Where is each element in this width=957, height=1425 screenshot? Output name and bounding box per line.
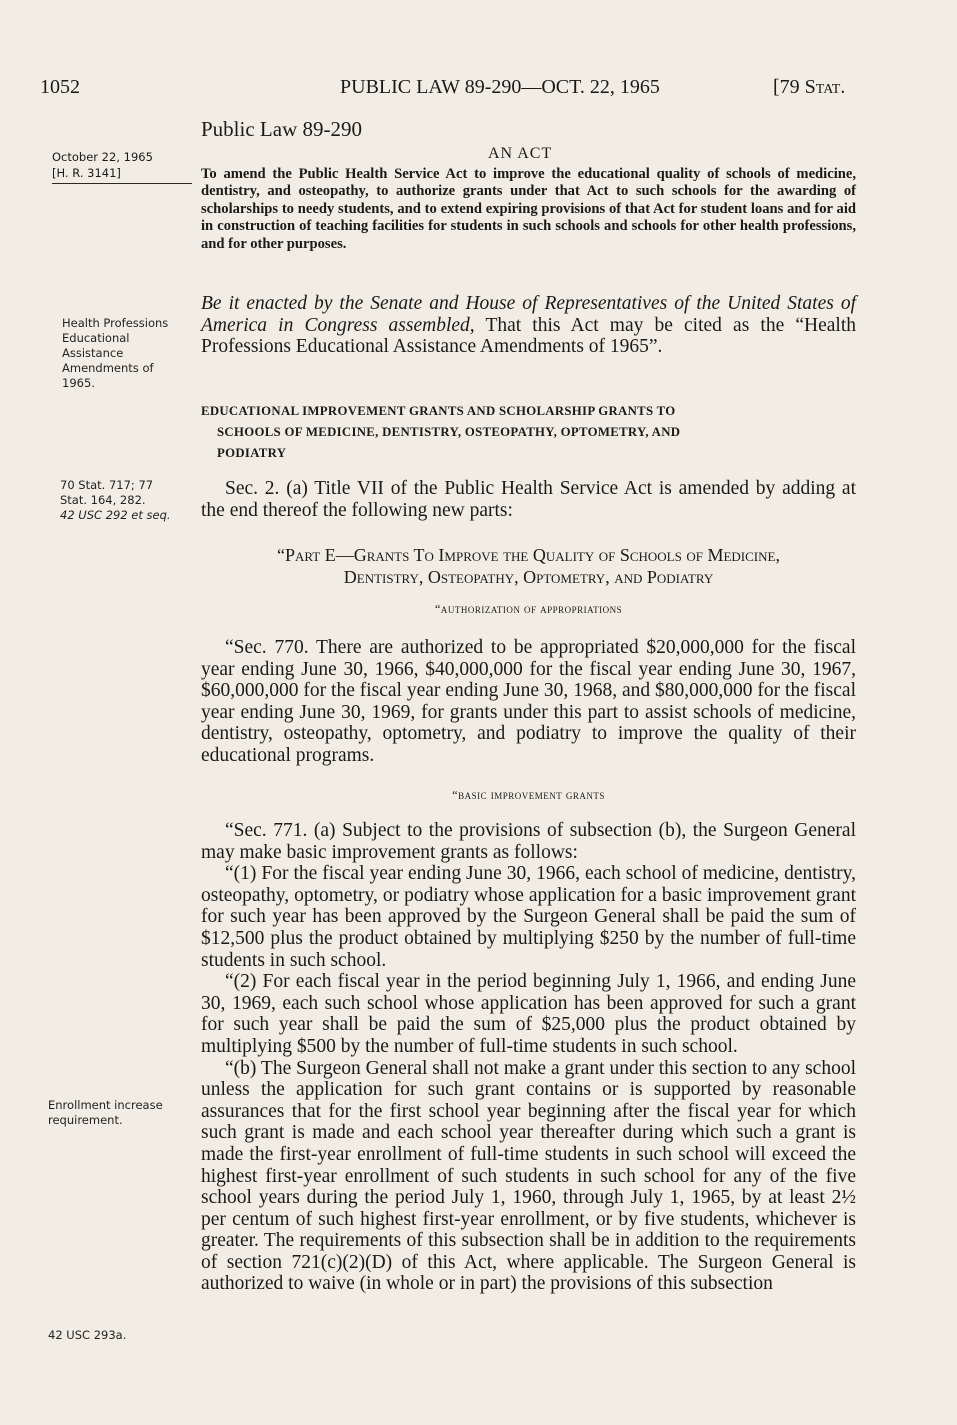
section-771-a: “Sec. 771. (a) Subject to the provisions of subsection (b), the Surgeon General may make basic improvement grants as follows: xyxy=(201,820,856,863)
part-e-heading xyxy=(201,544,856,588)
page-number: 1052 xyxy=(40,76,80,98)
act-purpose: To amend the Public Health Service Act to improve the educational quality of schools of medicine, dentistry, and osteopathy, to authorize grants under that Act to such schools for the awarding of scholarships to needy students, and to extend expiring provisions of that Act for student loans and for aid in construction of teaching facilities for students in such schools and schools for other health professions, and for other purposes. xyxy=(201,166,856,252)
enrollment-margin-note: Enrollment increase requirement. xyxy=(48,1098,163,1127)
enactment-date: October 22, 1965 xyxy=(52,150,153,164)
part-e-heading-line-1: “Part E—Grants To Improve the Quality of Schools of Medicine, xyxy=(277,545,780,565)
section-771-a-1: “(1) For the fiscal year ending June 30, 1966, each school of medicine, dentistry, osteopathy, optometry, or podiatry whose application for a basic improvement grant for such year has been approved by the Surgeon General shall be paid the sum of $12,500 plus the product obtained by multiplying $250 by the number of full-time students in such school. xyxy=(201,863,856,971)
bill-number: [H. R. 3141] xyxy=(52,166,121,180)
enacting-clause-italic: Be it enacted by the Senate and House of Representatives of the United States of America in Congress assembled, xyxy=(201,293,856,336)
an-act-label: AN ACT xyxy=(488,145,553,162)
section-771-a-2: “(2) For each fiscal year in the period beginning July 1, 1966, and ending June 30, 1969, each such school whose application has been approved for such a grant for such year shall be paid the sum of $25,000 plus the product obtained by multiplying $500 by the number of full-time students in such school. xyxy=(201,971,856,1057)
section-heading-line-3: PODIATRY xyxy=(217,446,287,460)
section-2-paragraph: Sec. 2. (a) Title VII of the Public Health Service Act is amended by adding at the end thereof the following new parts: xyxy=(201,478,856,521)
section-770-text xyxy=(201,637,856,767)
section-heading-line-2: SCHOOLS OF MEDICINE, DENTISTRY, OSTEOPATHY, OPTOMETRY, AND xyxy=(217,425,681,439)
margin-divider xyxy=(52,183,192,184)
short-title-margin-note: Health Professions Educational Assistance Amendments of 1965. xyxy=(62,316,169,390)
running-title: PUBLIC LAW 89-290—OCT. 22, 1965 xyxy=(340,76,660,98)
citation-stat: 70 Stat. 717; 77 Stat. 164, 282. xyxy=(60,478,154,507)
date-margin-note xyxy=(52,149,153,181)
citation-margin-note xyxy=(60,478,180,523)
section-771-b: “(b) The Surgeon General shall not make a grant under this section to any school unless the application for such grant contains or is supported by reasonable assurances that for the first school year beginning after the fiscal year for which such grant is made and each school year thereafter during which such a grant is made the first-year enrollment of full-time students in such school will exceed the highest first-year enrollment of such students in such school for any of the five school years during the period July 1, 1960, through July 1, 1965, by at least 2½ per centum of such highest first-year enrollment, or by five students, whichever is greater. The requirements of this subsection shall be in addition to the requirements of section 721(c)(2)(D) of this Act, where applicable. The Surgeon General is authorized to waive (in whole or in part) the provisions of this subsection xyxy=(201,1057,856,1295)
usc-margin-note: 42 USC 293a. xyxy=(48,1328,127,1342)
basic-grants-heading: “basic improvement grants xyxy=(452,788,605,802)
section-heading xyxy=(201,401,856,464)
section-771-text xyxy=(201,820,856,1295)
enacting-clause xyxy=(201,293,856,358)
section-heading-line-1: EDUCATIONAL IMPROVEMENT GRANTS AND SCHOLARSHIP GRANTS TO xyxy=(201,404,676,418)
volume-reference: [79 Stat. xyxy=(773,76,846,98)
enacting-clause-rest: That this Act may be cited as the “Health Professions Educational Assistance Amendments of 1965”. xyxy=(201,314,856,358)
section-2-text xyxy=(201,478,856,521)
authorization-heading: “authorization of appropriations xyxy=(434,602,623,616)
part-e-heading-line-2: Dentistry, Osteopathy, Optometry, and Podiatry xyxy=(343,567,714,587)
public-law-title: Public Law 89-290 xyxy=(201,117,362,141)
citation-usc: 42 USC 292 et seq. xyxy=(60,508,171,522)
section-770-paragraph: “Sec. 770. There are authorized to be appropriated $20,000,000 for the fiscal year ending June 30, 1966, $40,000,000 for the fiscal year ending June 30, 1967, $60,000,000 for the fiscal year ending June 30, 1968, and $80,000,000 for the fiscal year ending June 30, 1969, for grants under this part to assist schools of medicine, dentistry, osteopathy, optometry, and podiatry to improve the quality of their educational programs. xyxy=(201,637,856,766)
